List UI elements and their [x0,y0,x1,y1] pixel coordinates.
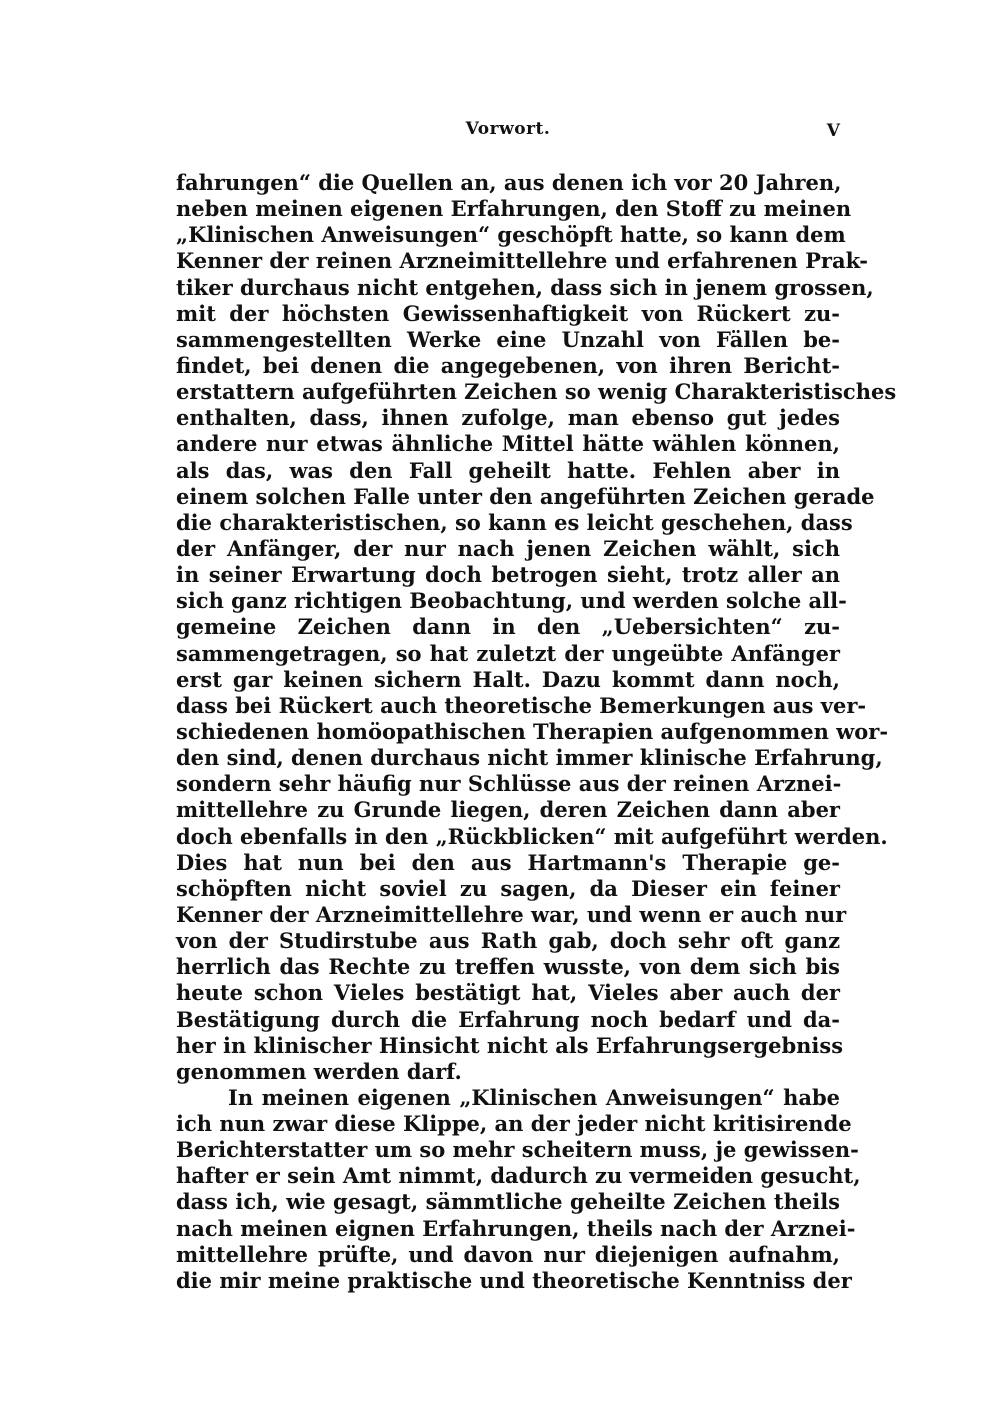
text-line: sammengestellten Werke eine Unzahl von Fällen be- [176,326,840,352]
page-number: V [826,121,840,141]
running-head [176,119,840,143]
text-line: erst gar keinen sichern Halt. Dazu kommt dann noch, [176,666,840,692]
text-line: die charakteristischen, so kann es leicht geschehen, dass [176,509,853,535]
text-line: gemeine Zeichen dann in den „Uebersichten“ zu- [176,614,840,640]
text-line: dass ich, wie gesagt, sämmtliche geheilte Zeichen theils [176,1189,840,1215]
text-line: den sind, denen durchaus nicht immer klinische Erfahrung, [176,745,883,771]
text-line: heute schon Vieles bestätigt hat, Vieles aber auch der [176,980,840,1006]
paragraph-start-line: In meinen eigenen „Klinischen Anweisungen“ habe [228,1084,840,1110]
text-line: sammengetragen, so hat zuletzt der ungeübte Anfänger [176,640,840,666]
text-line: enthalten, dass, ihnen zufolge, man ebenso gut jedes [176,405,840,431]
text-line: tiker durchaus nicht entgehen, dass sich in jenem grossen, [176,274,874,300]
text-line: in seiner Erwartung doch betrogen sieht, trotz aller an [176,562,840,588]
text-line: her in klinischer Hinsicht nicht als Erfahrungsergebniss [176,1032,844,1058]
page-header-title: Vorwort. [465,119,551,139]
text-line: sich ganz richtigen Beobachtung, und werden solche all- [176,588,847,614]
text-line: hafter er sein Amt nimmt, dadurch zu vermeiden gesucht, [176,1163,861,1189]
text-line: von der Studirstube aus Rath gab, doch sehr oft ganz [176,928,840,954]
text-line: die mir meine praktische und theoretische Kenntniss der [176,1267,852,1293]
text-line: schiedenen homöopathischen Therapien aufgenommen wor- [176,718,889,744]
text-line: der Anfänger, der nur nach jenen Zeichen wählt, sich [176,535,840,561]
text-line: mittellehre prüfte, und davon nur diejenigen aufnahm, [176,1241,840,1267]
text-line: nach meinen eignen Erfahrungen, theils nach der Arznei- [176,1215,856,1241]
text-line: Berichterstatter um so mehr scheitern muss, je gewissen- [176,1137,859,1163]
text-line: herrlich das Rechte zu treffen wusste, von dem sich bis [176,954,840,980]
text-line: Dies hat nun bei den aus Hartmann's Therapie ge- [176,849,840,875]
text-line: findet, bei denen die angegebenen, von ihren Bericht- [176,352,840,378]
text-line: neben meinen eigenen Erfahrungen, den Stoff zu meinen [176,196,852,222]
text-line: sondern sehr häufig nur Schlüsse aus der reinen Arznei- [176,771,842,797]
text-line: schöpften nicht soviel zu sagen, da Dieser ein feiner [176,875,840,901]
text-line: als das, was den Fall geheilt hatte. Fehlen aber in [176,457,840,483]
text-line: Kenner der Arzneimittellehre war, und wenn er auch nur [176,901,847,927]
text-line: Bestätigung durch die Erfahrung noch bedarf und da- [176,1006,840,1032]
text-line: fahrungen“ die Quellen an, aus denen ich vor 20 Jahren, [176,170,842,195]
text-line: mittellehre zu Grunde liegen, deren Zeichen dann aber [176,797,840,823]
text-line: „Klinischen Anweisungen“ geschöpft hatte, so kann dem [176,222,846,248]
text-line: ich nun zwar diese Klippe, an der jeder nicht kritisirende [176,1111,852,1137]
text-line: doch ebenfalls in den „Rückblicken“ mit aufgeführt werden. [176,823,888,849]
body-text [176,170,897,1294]
text-line: mit der höchsten Gewissenhaftigkeit von Rückert zu- [176,300,840,326]
text-line: erstattern aufgeführten Zeichen so wenig Charakteristisches [176,379,897,405]
text-line: Kenner der reinen Arzneimittellehre und erfahrenen Prak- [176,248,868,274]
text-line: einem solchen Falle unter den angeführten Zeichen gerade [176,483,875,509]
paragraph-end-line: genommen werden darf. [176,1058,462,1084]
text-line: andere nur etwas ähnliche Mittel hätte wählen können, [176,431,840,457]
text-line: dass bei Rückert auch theoretische Bemerkungen aus ver- [176,692,867,718]
